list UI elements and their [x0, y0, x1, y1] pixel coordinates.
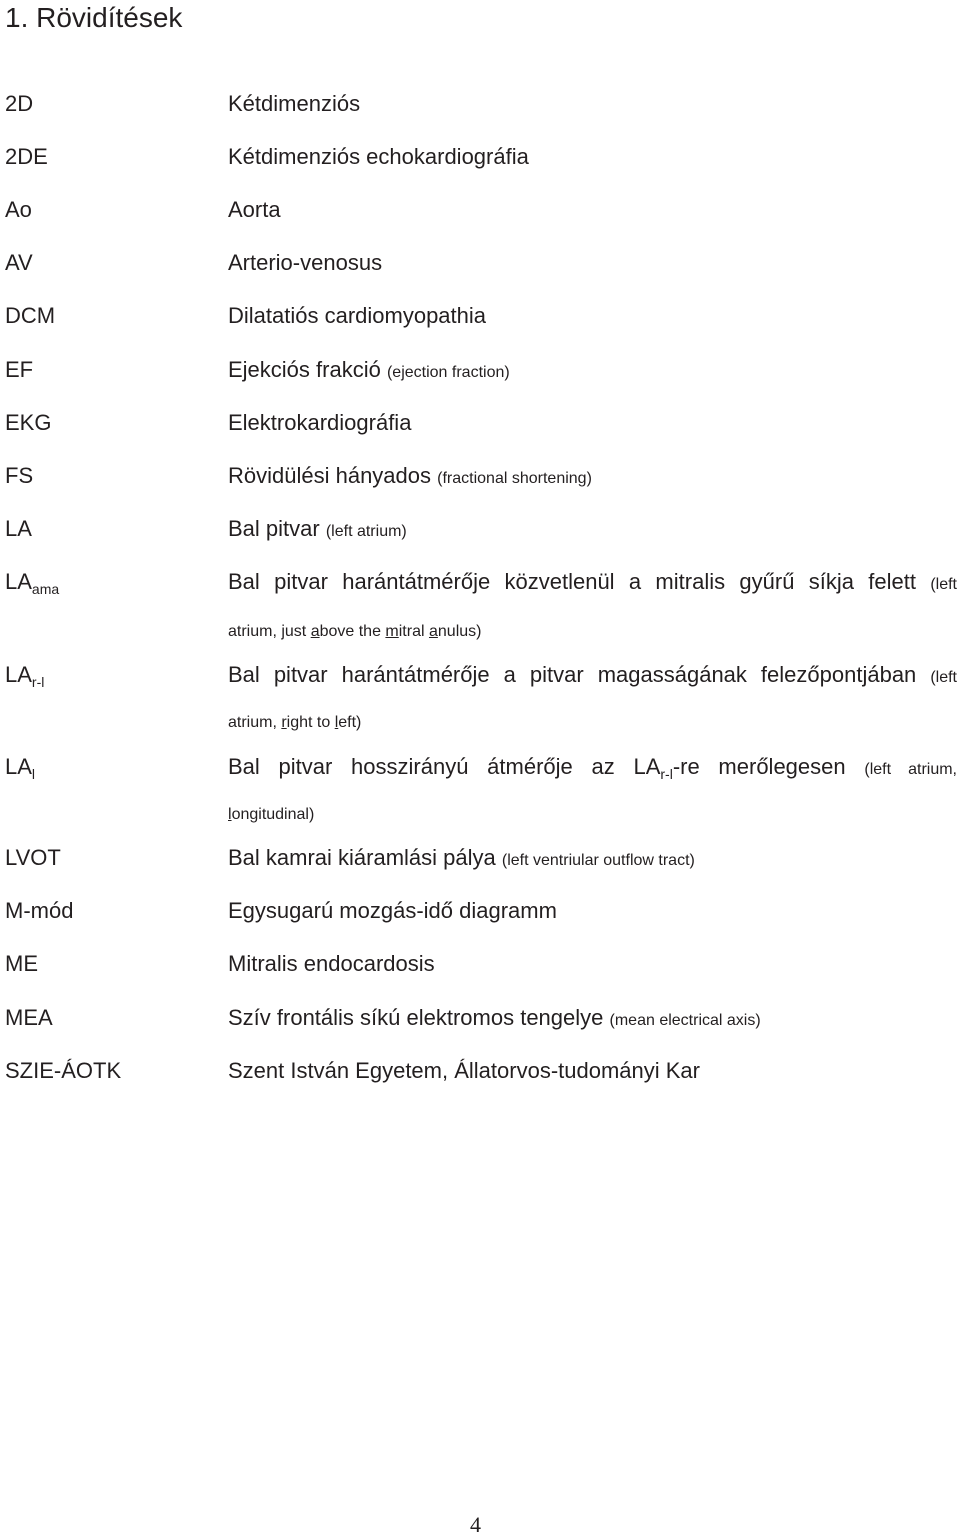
page-title: 1. Rövidítések	[5, 2, 183, 33]
def-fs-hu: Rövidülési hányados	[228, 463, 432, 488]
abbr-szie-aotk: SZIE-ÁOTK	[5, 1058, 122, 1083]
def-lvot-hu: Bal kamrai kiáramlási pálya	[228, 845, 496, 870]
abbr-la-r-l-sub: r-l	[31, 674, 45, 690]
def-fs	[228, 463, 592, 492]
def-la-l	[228, 754, 957, 783]
abbr-la-ama	[5, 569, 59, 595]
abbr-la: LA	[5, 516, 32, 541]
def-la-l-en: (left atrium,	[864, 761, 957, 778]
def-2de: Kétdimenziós echokardiográfia	[228, 144, 529, 169]
cont-underline: a	[428, 623, 438, 640]
cont-text: ongitudinal)	[231, 806, 315, 823]
abbr-ekg: EKG	[5, 410, 52, 435]
abbr-me: ME	[5, 951, 38, 976]
cont-underline: a	[310, 623, 320, 640]
def-mea	[228, 1005, 761, 1034]
abbr-ef: EF	[5, 357, 34, 382]
cont-text: ight to	[286, 714, 335, 731]
def-ef-en: (ejection fraction)	[386, 364, 510, 381]
abbr-2d: 2D	[5, 91, 34, 116]
def-la-ama	[228, 569, 957, 598]
def-la-l-continuation	[228, 804, 314, 826]
def-ef-hu: Ejekciós frakció	[228, 357, 381, 382]
def-la-hu: Bal pitvar	[228, 516, 320, 541]
cont-text: bove the	[319, 623, 386, 640]
cont-text: nulus)	[437, 623, 482, 640]
def-la-r-l	[228, 662, 957, 691]
cont-underline: l	[228, 806, 232, 823]
abbr-la-r-l	[5, 662, 44, 688]
def-2d: Kétdimenziós	[228, 91, 361, 116]
abbr-la-l	[5, 754, 35, 780]
cont-text: eft)	[338, 714, 362, 731]
def-ef	[228, 357, 510, 386]
abbr-fs: FS	[5, 463, 34, 488]
abbr-2de: 2DE	[5, 144, 48, 169]
def-av: Arterio-venosus	[228, 250, 383, 275]
cont-text: atrium,	[228, 714, 282, 731]
abbr-dcm: DCM	[5, 303, 56, 328]
def-lvot-en: (left ventriular outflow tract)	[501, 852, 695, 869]
def-la-l-hu: Bal pitvar hosszirányú átmérője az LA	[228, 754, 661, 779]
abbr-la-r-l-base: LA	[5, 662, 32, 687]
cont-text: itral	[398, 623, 429, 640]
abbr-la-l-base: LA	[5, 754, 32, 779]
def-la-r-l-en: (left	[930, 669, 957, 686]
def-la-l-tail: -re merőlegesen	[672, 754, 846, 779]
def-ao: Aorta	[228, 197, 281, 222]
cont-text: atrium, just	[228, 623, 311, 640]
def-me: Mitralis endocardosis	[228, 951, 435, 976]
abbr-m-mod: M-mód	[5, 898, 74, 923]
def-la-en: (left atrium)	[325, 523, 407, 540]
def-la-ama-continuation	[228, 621, 481, 643]
cont-underline: m	[385, 623, 399, 640]
def-la-ama-hu: Bal pitvar harántátmérője közvetlenül a mitralis gyűrű síkja felett	[228, 569, 916, 594]
def-la-r-l-continuation	[228, 712, 361, 734]
def-la-ama-en: (left	[930, 576, 957, 593]
def-fs-en: (fractional shortening)	[437, 470, 592, 487]
abbr-la-l-sub: l	[31, 766, 36, 782]
def-la-r-l-hu: Bal pitvar harántátmérője a pitvar magasságának felezőpontjában	[228, 662, 917, 687]
def-lvot	[228, 845, 695, 874]
def-ekg: Elektrokardiográfia	[228, 410, 412, 435]
abbr-lvot: LVOT	[5, 845, 61, 870]
abbr-la-ama-sub: ama	[31, 581, 60, 597]
abbr-av: AV	[5, 250, 33, 275]
cont-underline: r	[281, 714, 287, 731]
def-szie-aotk: Szent István Egyetem, Állatorvos-tudományi Kar	[228, 1058, 700, 1083]
cont-underline: l	[334, 714, 339, 731]
def-m-mod: Egysugarú mozgás-idő diagramm	[228, 898, 557, 923]
abbr-la-ama-base: LA	[5, 569, 32, 594]
def-dcm: Dilatatiós cardiomyopathia	[228, 303, 487, 328]
page-number: 4	[470, 1512, 481, 1537]
abbr-ao: Ao	[5, 197, 32, 222]
abbr-mea: MEA	[5, 1005, 53, 1030]
def-la	[228, 516, 407, 545]
def-la-l-sub: r-l	[660, 766, 673, 782]
def-mea-en: (mean electrical axis)	[609, 1012, 761, 1029]
def-mea-hu: Szív frontális síkú elektromos tengelye	[228, 1005, 604, 1030]
